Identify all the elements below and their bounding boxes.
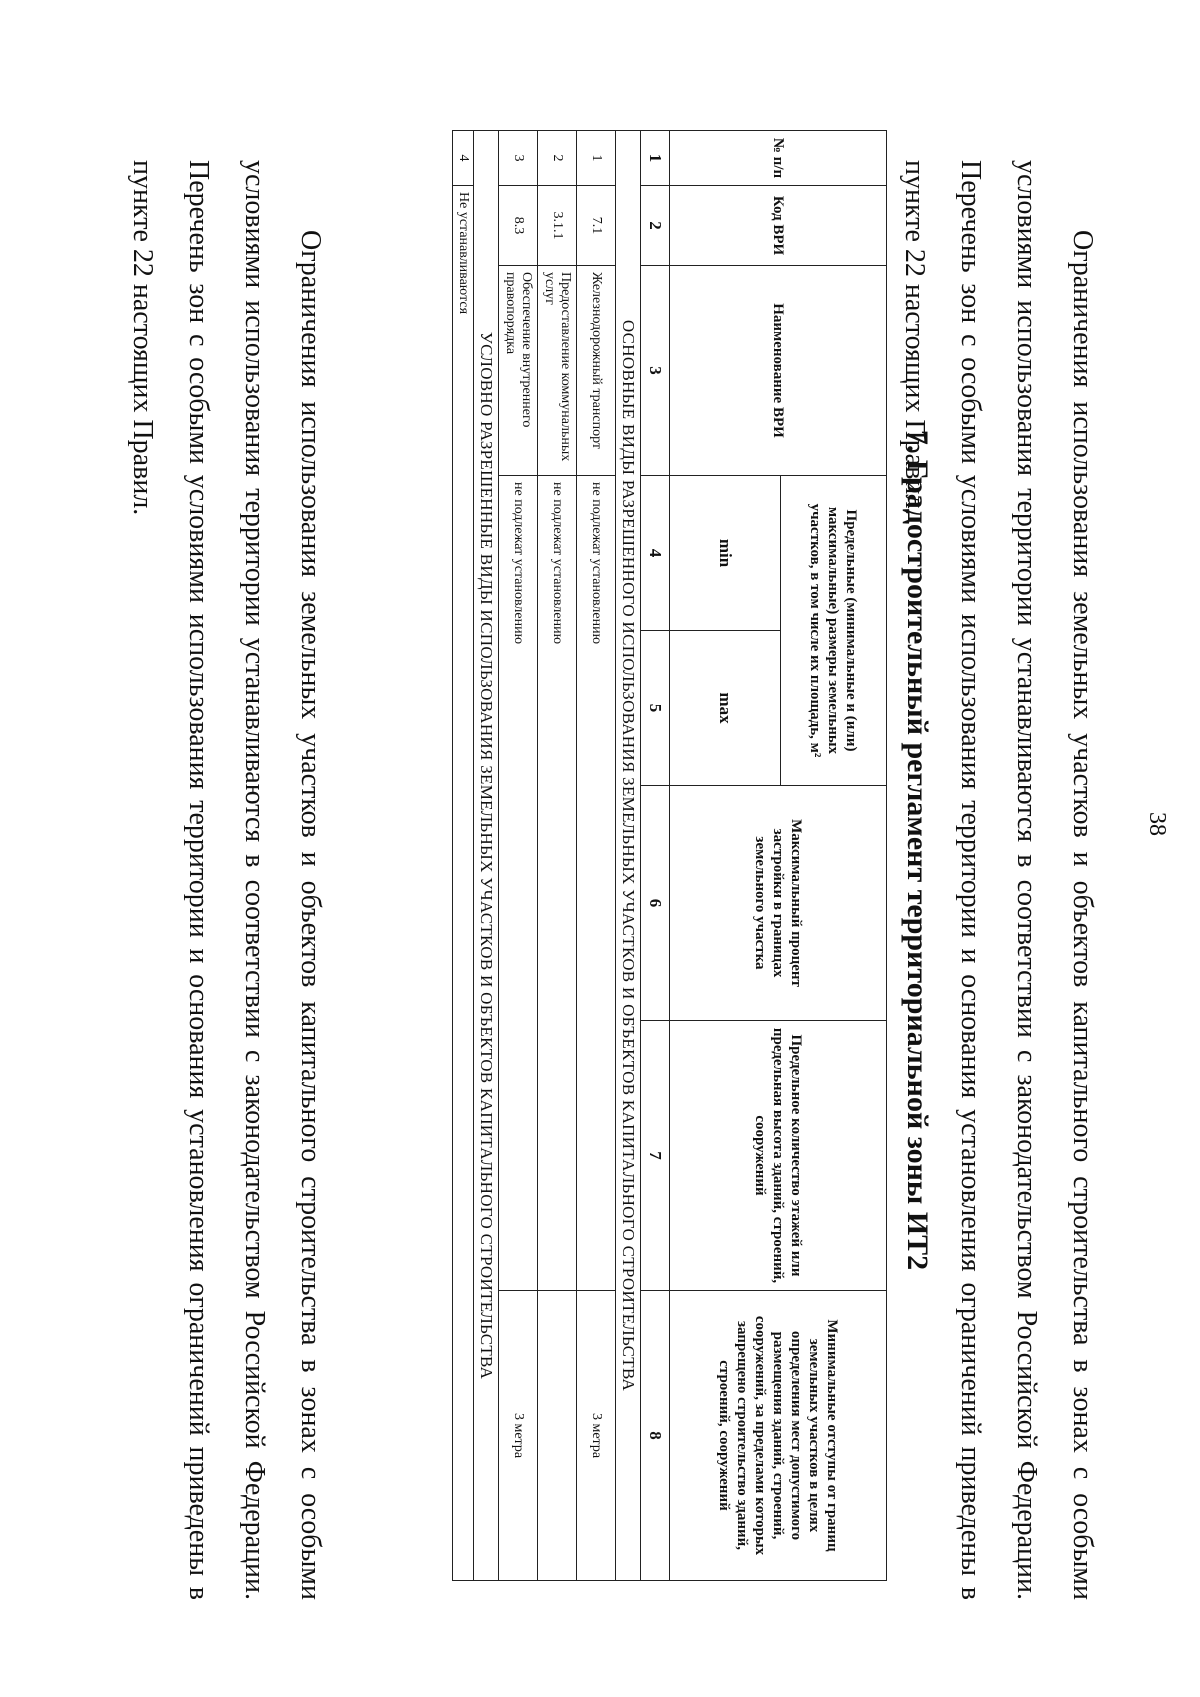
col-number: 7 — [641, 1021, 670, 1291]
header-min: min — [670, 476, 781, 631]
col-number: 8 — [641, 1291, 670, 1581]
column-number-row — [641, 131, 670, 1581]
header-code: Код ВРИ — [670, 186, 887, 266]
row-indent: 3 метра — [499, 1291, 538, 1581]
header-num: № п/п — [670, 131, 887, 186]
row-num: 4 — [453, 131, 474, 186]
col-number: 6 — [641, 786, 670, 1021]
row-indent — [538, 1291, 577, 1581]
regulation-table — [452, 130, 887, 1581]
table-row — [538, 131, 577, 1581]
table-row — [577, 131, 616, 1581]
page-number: 38 — [1144, 812, 1170, 836]
row-text: Не устанавливаются — [453, 186, 474, 1581]
row-num: 3 — [499, 131, 538, 186]
row-size: не подлежат установлению — [538, 476, 577, 1291]
section-cond-label: УСЛОВНО РАЗРЕШЕННЫЕ ВИДЫ ИСПОЛЬЗОВАНИЯ ЗЕМЕЛЬНЫХ УЧАСТКОВ И ОБЪЕКТОВ КАПИТАЛЬНОГО СТРОИТЕЛЬСТВА — [474, 131, 499, 1581]
header-row — [781, 131, 887, 1581]
col-number: 2 — [641, 186, 670, 266]
row-code: 3.1.1 — [538, 186, 577, 266]
paragraph-top: Ограничения использования земельных участков и объектов капитального строительства в зонах с особыми условиями использования территории устанавливаются в соответствии с законодательством Российской Федерации. Перечень зон с особыми условиями использования территории и основания установления ограничений приведены в пункте 22 настоящих Правил. — [899, 160, 1098, 1600]
row-name: Железнодорожный транспорт — [577, 266, 616, 476]
section-title: 7. Градостроительный регламент территориальной зоны ИТ2 — [901, 429, 934, 1271]
row-code: 8.3 — [499, 186, 538, 266]
section-row-conditional — [474, 131, 499, 1581]
header-max: max — [670, 631, 781, 786]
header-indent: Минимальные отступы от границ земельных участков в целях определения мест допустимого размещения зданий, строений, сооружений, за пределами которых запрещено строительство зданий, строений, сооружений — [670, 1291, 887, 1581]
row-indent: 3 метра — [577, 1291, 616, 1581]
row-name: Предоставление коммунальных услуг — [538, 266, 577, 476]
table-row — [499, 131, 538, 1581]
paragraph-bottom: Ограничения использования земельных участков и объектов капитального строительства в зонах с особыми условиями использования территории устанавливаются в соответствии с законодательством Российской Федерации. Перечень зон с особыми условиями использования территории и основания установления ограничений приведены в пункте 22 настоящих Правил. — [127, 160, 326, 1600]
row-num: 2 — [538, 131, 577, 186]
header-floors: Предельное количество этажей или предельная высота зданий, строений, сооружений — [670, 1021, 887, 1291]
section-main-label: ОСНОВНЫЕ ВИДЫ РАЗРЕШЕННОГО ИСПОЛЬЗОВАНИЯ ЗЕМЕЛЬНЫХ УЧАСТКОВ И ОБЪЕКТОВ КАПИТАЛЬНОГО СТРОИТЕЛЬСТВА — [616, 131, 641, 1581]
row-num: 1 — [577, 131, 616, 186]
row-code: 7.1 — [577, 186, 616, 266]
section-row-main — [616, 131, 641, 1581]
row-size: не подлежат установлению — [577, 476, 616, 1291]
header-sizes: Предельные (минимальные и (или) максимальные) размеры земельных участков, в том числе их площадь, м² — [781, 476, 887, 786]
row-name: Обеспечение внутреннего правопорядка — [499, 266, 538, 476]
row-size: не подлежат установлению — [499, 476, 538, 1291]
table-row — [453, 131, 474, 1581]
col-number: 4 — [641, 476, 670, 631]
col-number: 1 — [641, 131, 670, 186]
col-number: 3 — [641, 266, 670, 476]
col-number: 5 — [641, 631, 670, 786]
header-name: Наименование ВРИ — [670, 266, 887, 476]
header-percent: Максимальный процент застройки в границах земельного участка — [670, 786, 887, 1021]
